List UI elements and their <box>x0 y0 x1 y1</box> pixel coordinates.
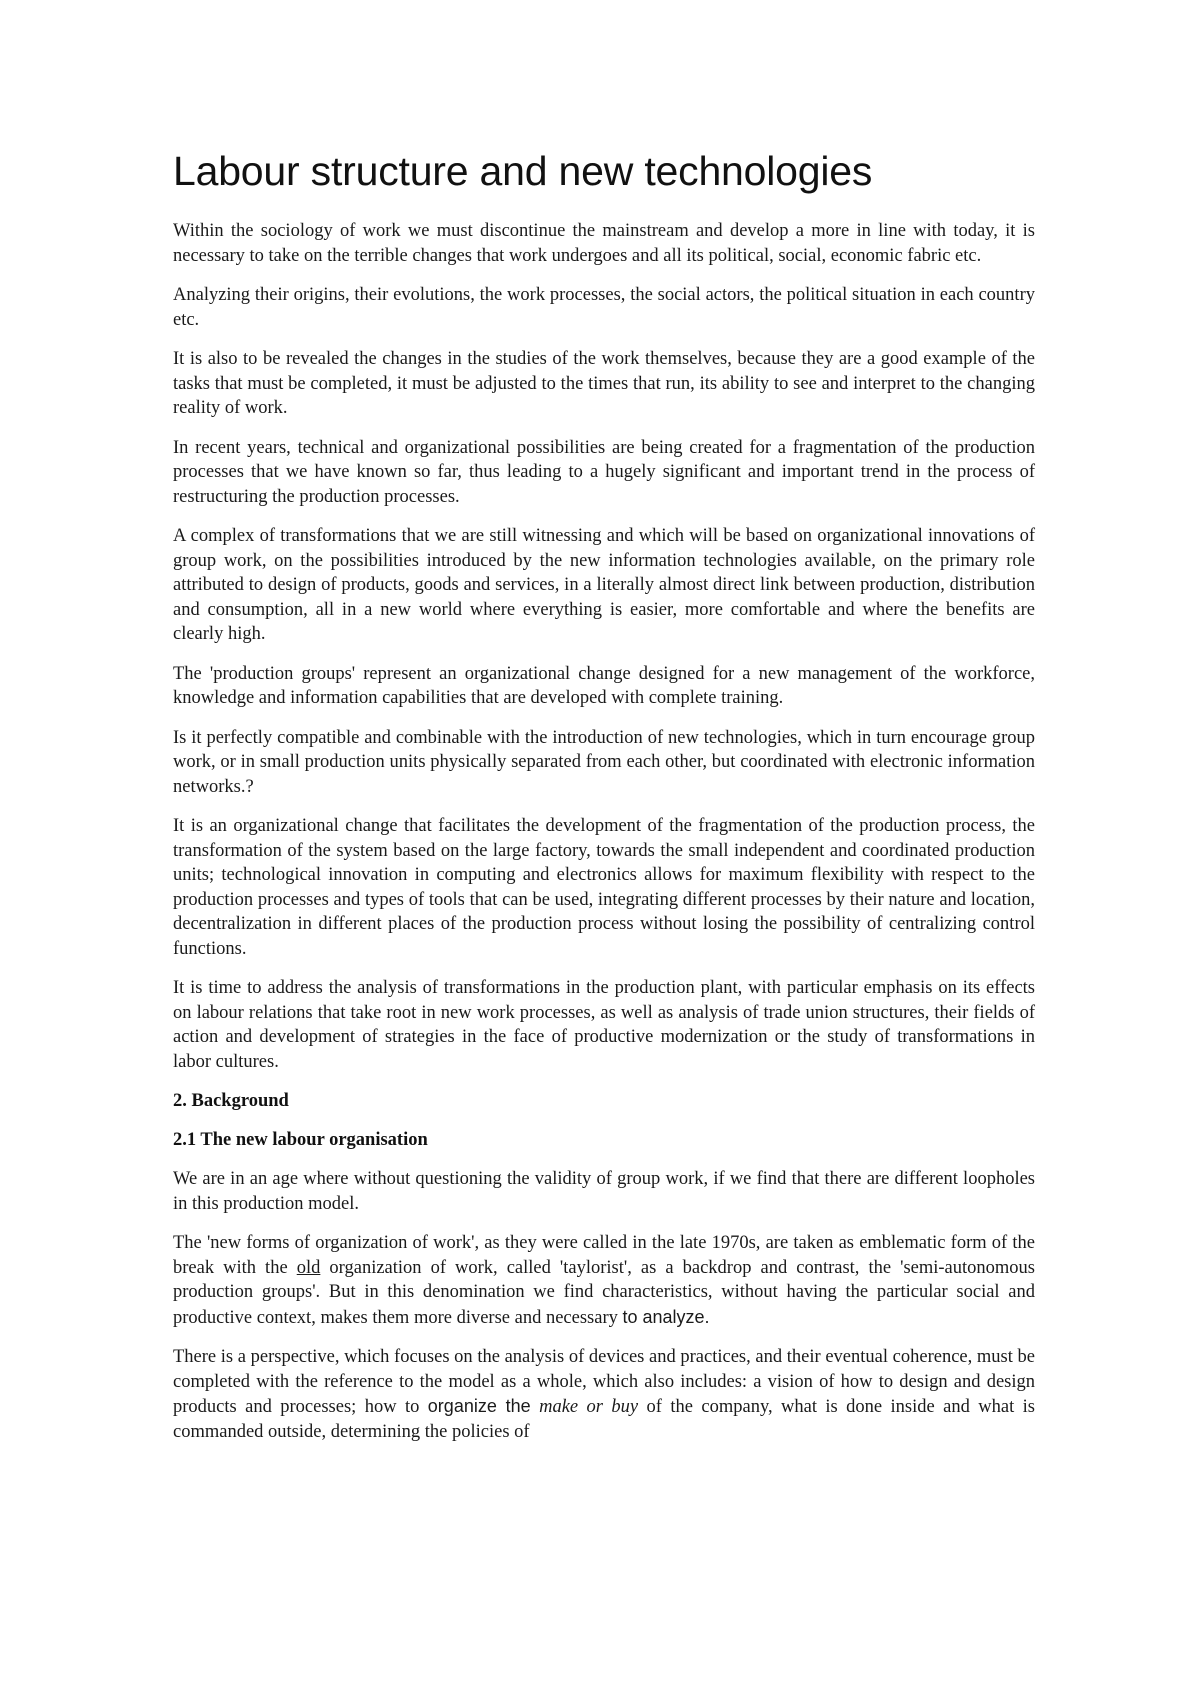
section-heading: 2. Background <box>173 1091 289 1112</box>
paragraph-6: The 'production groups' represent an organizational change designed for a new management of the workforce, knowledge and information capabilities that are developed with complete training. <box>173 663 1035 709</box>
sub-paragraph-3-text-b: of the company, what is done inside and what is commanded outside, determining the policies of <box>173 1397 1035 1442</box>
document-title: Labour structure and new technologies <box>173 148 873 194</box>
sub-paragraph-2-text-b: organization of work, called 'taylorist', as a backdrop and contrast, the 'semi-autonomous production groups'. But in this denomination we find characteristics, without having the particular social and productive context, makes them more diverse and necessary <box>173 1257 1035 1328</box>
paragraph-9: It is time to address the analysis of transformations in the production plant, with particular emphasis on its effects on labour relations that take root in new work processes, as well as analysis of trade union structures, their fields of action and development of strategies in the face of productive modernization or the study of transformations in labor cultures. <box>173 978 1035 1072</box>
paragraph-5: A complex of transformations that we are still witnessing and which will be based on organizational innovations of group work, on the possibilities introduced by the new information technologies available, on the primary role attributed to design of products, goods and services, in a literally almost direct link between production, distribution and consumption, all in a new world where everything is easier, more comfortable and where the benefits are clearly high. <box>173 526 1035 645</box>
underlined-word: old <box>296 1257 321 1278</box>
document-page <box>173 148 1035 1459</box>
paragraph-4: In recent years, technical and organizational possibilities are being created for a fragmentation of the production processes that we have known so far, thus leading to a hugely significant and important trend in the process of restructuring the production processes. <box>173 437 1035 507</box>
paragraph-1: Within the sociology of work we must discontinue the mainstream and develop a more in line with today, it is necessary to take on the terrible changes that work undergoes and all its political, social, economic fabric etc. <box>173 221 1035 266</box>
sub-paragraph-3-sans-mid: organize the <box>427 1396 531 1417</box>
paragraph-8: It is an organizational change that facilitates the development of the fragmentation of the production process, the transformation of the system based on the large factory, towards the small independent and coordinated production units; technological innovation in computing and electronics allows for maximum flexibility with respect to the production processes and types of tools that can be used, integrating different processes by their nature and location, decentralization in different places of the production process without losing the possibility of centralizing control functions. <box>173 816 1035 959</box>
paragraph-2: Analyzing their origins, their evolutions, the work processes, the social actors, the political situation in each country etc. <box>173 285 1035 330</box>
paragraph-3: It is also to be revealed the changes in the studies of the work themselves, because they are a good example of the tasks that must be completed, it must be adjusted to the times that run, its ability to see and interpret to the changing reality of work. <box>173 349 1035 419</box>
sub-paragraph-3 <box>173 1345 1035 1444</box>
sub-paragraph-2 <box>173 1231 1035 1330</box>
italic-phrase: make or buy <box>530 1397 639 1418</box>
sub-paragraph-3-text-a: There is a perspective, which focuses on the analysis of devices and practices, and their eventual coherence, must be completed with the reference to the model as a whole, which also includes: a vision of how to design and design products and processes; how to <box>173 1347 1035 1418</box>
sub-paragraph-2-sans-tail: to analyze. <box>622 1306 710 1327</box>
sub-paragraph-1: We are in an age where without questioning the validity of group work, if we find that there are different loopholes in this production model. <box>173 1169 1035 1214</box>
paragraph-7: Is it perfectly compatible and combinable with the introduction of new technologies, which in turn encourage group work, or in small production units physically separated from each other, but coordinated with electronic information networks.? <box>173 727 1035 797</box>
sub-paragraph-2-text-a: The 'new forms of organization of work', as they were called in the late 1970s, are taken as emblematic form of the break with the <box>173 1233 1035 1278</box>
subsection-heading: 2.1 The new labour organisation <box>173 1130 428 1151</box>
